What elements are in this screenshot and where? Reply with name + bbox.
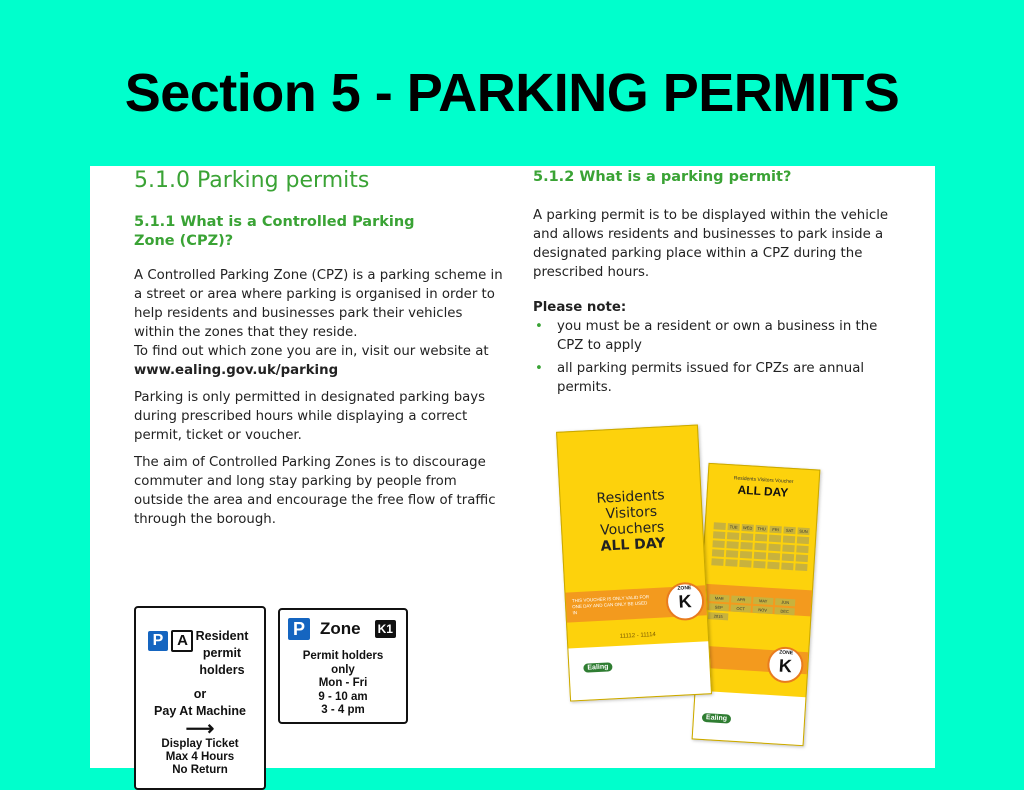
section-heading: 5.1.0 Parking permits [134,168,370,193]
voucher-front-title: Residents Visitors Vouchers ALL DAY [596,487,666,555]
cpz-paragraph-2: Parking is only permitted in designated parking bays during prescribed hours while displaying a correct permit, ticket or voucher. [134,390,486,443]
voucher-back-top: Residents Visitors Voucher [733,475,794,486]
sign1-noreturn: No Return [172,764,228,776]
sign1-display: Display Ticket [161,738,239,750]
sign1-pay: Pay At Machine [154,704,246,718]
sign2-line1: Permit holders [302,650,384,662]
voucher-front-footer [568,641,711,700]
day-grid: TUE WED THU FRI SAT SUN [711,522,809,571]
note-list [533,317,893,397]
sign2-line5: 3 - 4 pm [321,704,365,716]
cpz-definition: A Controlled Parking Zone (CPZ) is a parking scheme in a street or area where parking is organised in order to help residents and businesses park their vehicles within the zones that they reside. [134,268,503,340]
cpz-paragraph-3: The aim of Controlled Parking Zones is to discourage commuter and long stay parking by people from outside the area and encourage the free flow of traffic through the borough. [134,455,496,527]
voucher-back-title: ALL DAY [737,482,789,500]
document-page [90,166,935,776]
bullet-icon: • [535,361,543,376]
voucher-front [556,424,712,701]
right-column [533,166,893,401]
zone-code: K1 [375,620,396,638]
parking-p-icon: P [148,631,168,651]
sign1-line2: permit [202,646,242,660]
list-item: • all parking permits issued for CPZs are annual permits. [535,361,865,395]
sign1-line1: Resident [195,629,249,643]
bullet-icon: • [535,319,543,334]
a-icon: A [171,630,193,652]
voucher-back-footer [693,690,806,745]
zone-lookup-text: To find out which zone you are in, visit our website at [134,344,489,359]
sign1-line3: holders [199,663,245,677]
cpz-subheading-line2: Zone (CPZ)? [134,233,234,249]
voucher-notice: THIS VOUCHER IS ONLY VALID FOR ONE DAY AND CAN ONLY BE USED IN [571,594,650,616]
ealing-logo: Ealing [702,713,732,724]
slide-title: Section 5 - PARKING PERMITS [124,63,900,123]
permit-subheading: 5.1.2 What is a parking permit? [533,169,792,185]
sign2-line2: only [331,663,355,676]
sign2-line3: Mon - Fri [318,677,368,689]
voucher-back [692,463,821,746]
list-item: • you must be a resident or own a business in the CPZ to apply [535,319,878,353]
cpz-subheading-line1: 5.1.1 What is a Controlled Parking [134,214,415,230]
zone-k-badge: ZONE K [665,581,705,621]
left-column [134,166,504,529]
zone-permit-sign [278,608,408,724]
voucher-serial: 11112 - 11114 [619,631,656,640]
website-link[interactable]: www.ealing.gov.uk/parking [134,363,339,378]
ealing-logo: Ealing [583,662,612,673]
resident-permit-sign [134,606,266,790]
sign1-or: or [193,687,207,701]
parking-p-icon: P [288,618,310,640]
month-grid: MAR APR MAY JUN SEP OCT NOV DEC 2015 [708,594,795,624]
note-title: Please note: [533,300,627,315]
zone-label: Zone [320,619,361,638]
zone-k-badge: ZONE K [766,646,804,684]
permit-paragraph: A parking permit is to be displayed within the vehicle and allows residents and businesses to park inside a designated parking place within a CPZ during the prescribed hours. [533,208,889,280]
arrow-right-icon: ⟶ [185,718,215,740]
cpz-paragraph-1 [134,266,504,380]
sign1-max: Max 4 Hours [165,751,235,763]
sign2-line4: 9 - 10 am [318,690,368,703]
cpz-subheading [134,213,504,251]
